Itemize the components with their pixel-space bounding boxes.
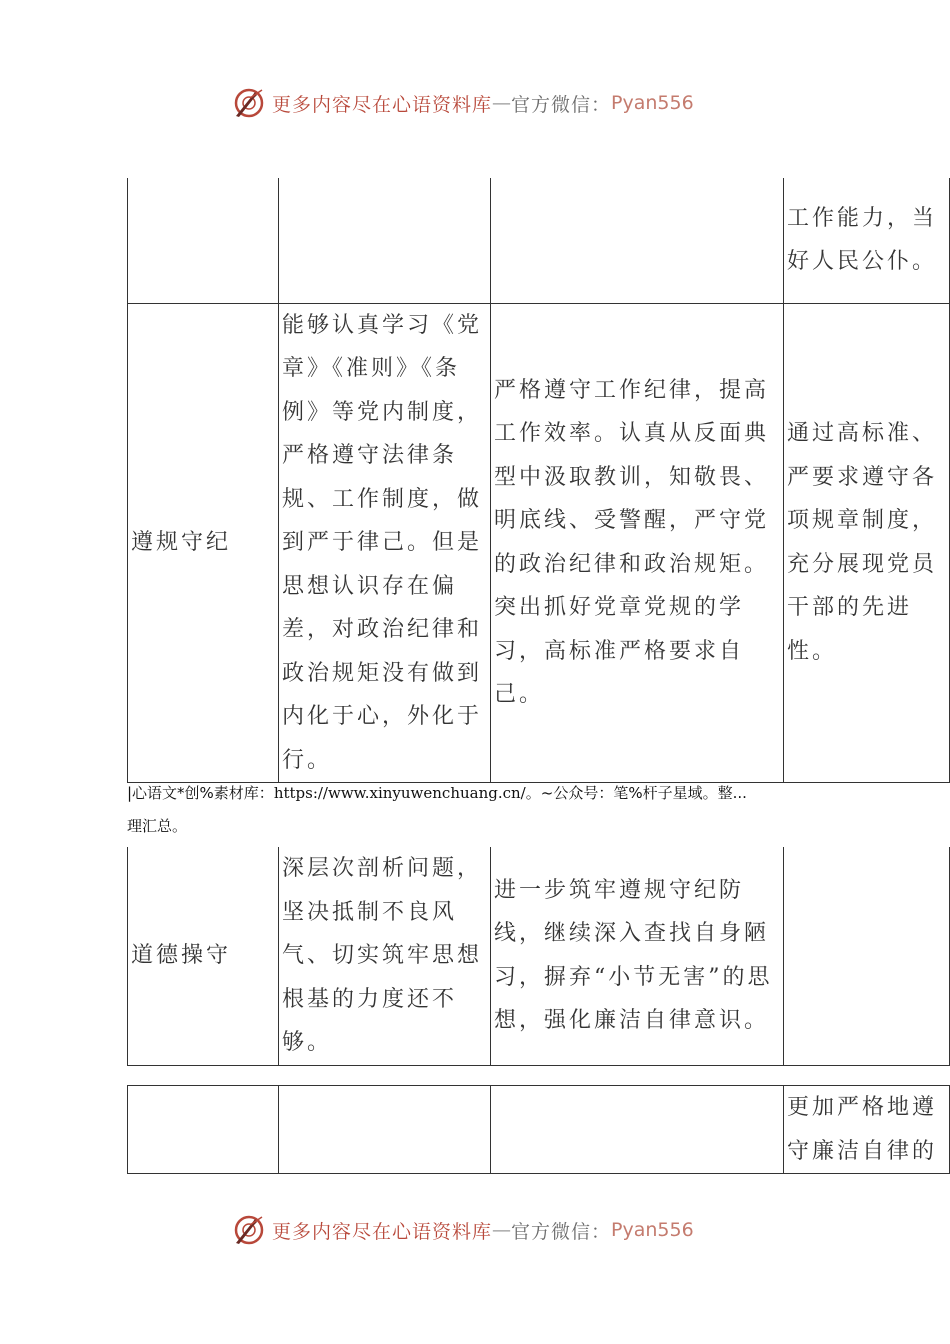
note-url: https://www.xinyuwenchuang.cn/ xyxy=(273,784,526,802)
banner-wechat-id: Pyan556 xyxy=(611,1219,694,1241)
banner-dash: — xyxy=(492,92,512,114)
self-assessment-table-part2 xyxy=(127,847,950,1066)
note-suffix: 。~公众号：笔%杆子星域。整... xyxy=(525,784,747,802)
banner-brand: 更多内容尽在心语资料库 xyxy=(272,1220,493,1243)
source-note-line2: 理汇总。 xyxy=(127,817,188,835)
table-cell xyxy=(491,1086,784,1174)
self-assessment-table-part3 xyxy=(127,1085,950,1174)
problem-cell: 能够认真学习《党章》《准则》《条例》等党内制度，严格遵守法律条规、工作制度，做到严于律己。但是思想认识存在偏差，对政治纪律和政治规矩没有做到内化于心，外化于行。 xyxy=(279,303,491,783)
banner-wechat-label: 官方微信： xyxy=(511,93,612,116)
source-note-line1 xyxy=(127,785,847,802)
table-cell xyxy=(279,178,491,303)
logo-icon xyxy=(232,1213,266,1247)
table-cell: 工作能力，当好人民公仆。 xyxy=(784,178,950,303)
table-row xyxy=(128,847,950,1065)
table-row xyxy=(128,1086,950,1174)
logo-icon xyxy=(232,86,266,120)
header-banner xyxy=(232,86,694,120)
table-cell xyxy=(491,178,784,303)
problem-cell: 深层次剖析问题，坚决抵制不良风气、切实筑牢思想根基的力度还不够。 xyxy=(279,847,491,1065)
table-row xyxy=(128,178,950,303)
goal-cell xyxy=(784,847,950,1065)
goal-cell: 更加严格地遵守廉洁自律的 xyxy=(784,1086,950,1174)
table-cell xyxy=(128,178,279,303)
self-assessment-table-part1 xyxy=(127,178,950,783)
category-cell: 道德操守 xyxy=(128,847,279,1065)
footer-banner xyxy=(232,1213,694,1247)
banner-wechat-id: Pyan556 xyxy=(611,92,694,114)
measure-cell: 严格遵守工作纪律，提高工作效率。认真从反面典型中汲取教训，知敬畏、明底线、受警醒，严守党的政治纪律和政治规矩。突出抓好党章党规的学习，高标准严格要求自己。 xyxy=(491,303,784,783)
goal-cell: 通过高标准、严要求遵守各项规章制度，充分展现党员干部的先进性。 xyxy=(784,303,950,783)
banner-brand: 更多内容尽在心语资料库 xyxy=(272,93,493,116)
banner-dash: — xyxy=(492,1219,512,1241)
table-row xyxy=(128,303,950,783)
measure-cell: 进一步筑牢遵规守纪防线，继续深入查找自身陋习，摒弃“小节无害”的思想，强化廉洁自律意识。 xyxy=(491,847,784,1065)
table-cell xyxy=(279,1086,491,1174)
table-cell xyxy=(128,1086,279,1174)
category-cell: 遵规守纪 xyxy=(128,303,279,783)
note-prefix: |心语文*创%素材库： xyxy=(127,784,274,802)
banner-wechat-label: 官方微信： xyxy=(511,1220,612,1243)
